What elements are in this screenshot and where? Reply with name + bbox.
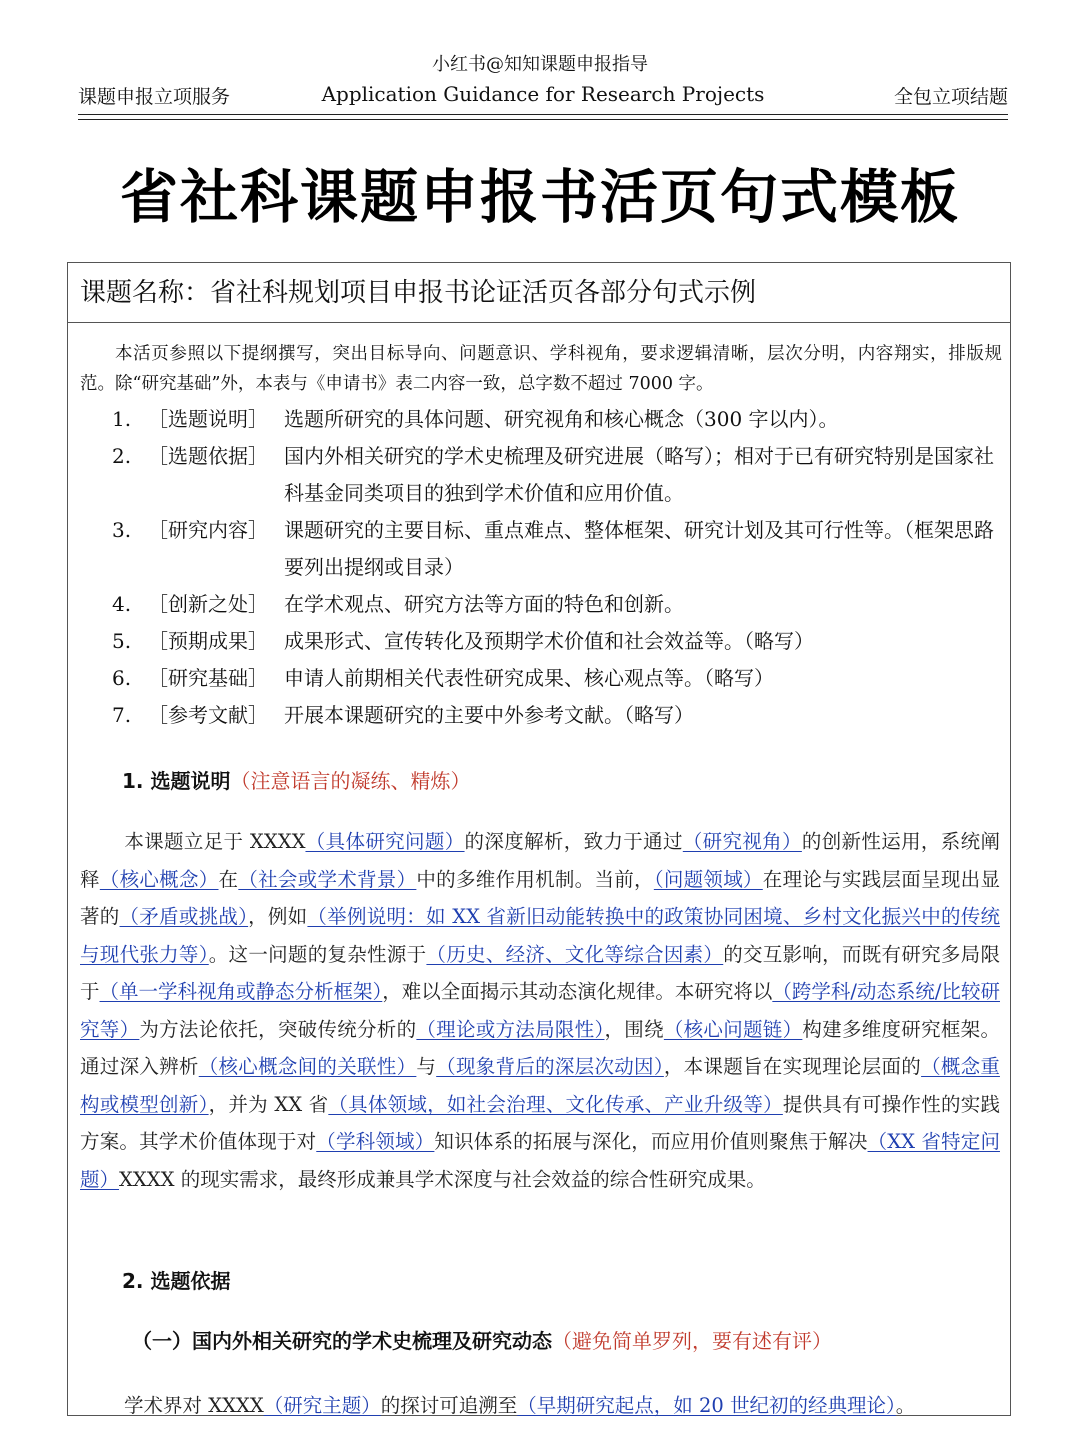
body-text: 的创新性运用，系统阐释 — [80, 830, 1000, 891]
outline-item-number: 1. — [112, 407, 132, 431]
body-text: 与 — [416, 1055, 437, 1078]
outline-item-tag: ［研究内容］ — [148, 518, 268, 542]
body-text: 提供具有可操作性的实践方案。其学术价值体现于对 — [80, 1092, 1000, 1153]
outline-item-number: 6. — [112, 666, 132, 690]
outline-item — [112, 401, 1002, 438]
placeholder-text: （XX 省特定问题） — [80, 1130, 1000, 1191]
body-text: 为方法论依托，突破传统分析的 — [139, 1017, 417, 1041]
body-text: 在 — [218, 867, 239, 891]
placeholder-text: （研究主题） — [263, 1394, 381, 1417]
placeholder-text: （具体领域，如社会治理、文化传承、产业升级等） — [328, 1092, 783, 1116]
body-text: 本课题立足于 XXXX — [124, 830, 306, 853]
placeholder-text: （核心问题链） — [663, 1017, 803, 1041]
placeholder-text: （概念重构或模型创新） — [80, 1055, 1000, 1116]
outline-item-tag: ［预期成果］ — [148, 629, 268, 653]
watermark-handle: 小红书@知知课题申报指导 — [432, 54, 648, 75]
header-rule-top — [78, 114, 1008, 115]
outline-item-description: 申请人前期相关代表性研究成果、核心观点等。（略写） — [284, 666, 774, 690]
outline-item-description: 课题研究的主要目标、重点难点、整体框架、研究计划及其可行性等。（框架思路要列出提纲或目录） — [284, 518, 994, 579]
body-text: ，例如 — [248, 905, 308, 928]
body-text: ，难以全面揭示其动态演化规律。本研究将以 — [382, 980, 773, 1003]
placeholder-text: （问题领域） — [653, 867, 763, 891]
outline-item-description: 在学术观点、研究方法等方面的特色和创新。 — [284, 592, 684, 616]
outline-list — [112, 401, 1002, 734]
outline-item-description: 选题所研究的具体问题、研究视角和核心概念（300 字以内）。 — [284, 407, 839, 431]
section1-heading — [122, 765, 470, 794]
body-text: 。这一问题的复杂性源于 — [208, 942, 427, 966]
outline-item-description: 国内外相关研究的学术史梳理及研究进展（略写）；相对于已有研究特别是国家社科基金同类项目的独到学术价值和应用价值。 — [284, 444, 994, 505]
page-title: 省社科课题申报书活页句式模板 — [119, 163, 960, 231]
outline-item-tag: ［选题依据］ — [148, 444, 268, 468]
section1-title: 1. 选题说明 — [122, 769, 231, 793]
outline-item — [112, 660, 1002, 697]
placeholder-text: （历史、经济、文化等综合因素） — [426, 942, 724, 966]
header-center-text: Application Guidance for Research Projects — [321, 82, 765, 106]
body-text: 。 — [895, 1394, 916, 1417]
placeholder-text: （社会或学术背景） — [238, 867, 417, 891]
section2-subheading-note: （避免简单罗列，要有述有评） — [552, 1329, 832, 1353]
body-text: 学术界对 XXXX — [124, 1394, 264, 1417]
placeholder-text: （学科领域） — [316, 1130, 435, 1153]
body-text: 知识体系的拓展与深化，而应用价值则聚焦于解决 — [434, 1130, 868, 1153]
outline-item — [112, 438, 1002, 512]
placeholder-text: （矛盾或挑战） — [119, 905, 249, 928]
body-text: ，围绕 — [604, 1017, 664, 1041]
header-left-text: 课题申报立项服务 — [78, 86, 231, 108]
placeholder-text: （核心概念） — [99, 867, 219, 891]
subject-title: 课题名称：省社科规划项目申报书论证活页各部分句式示例 — [68, 263, 1010, 323]
outline-item-tag: ［研究基础］ — [148, 666, 268, 690]
intro-text: 本活页参照以下提纲撰写，突出目标导向、问题意识、学科视角，要求逻辑清晰，层次分明，内容翔实，排版规范。除“研究基础”外，本表与《申请书》表二内容一致，总字数不超过 7000 字。 — [80, 344, 1002, 394]
outline-item — [112, 586, 1002, 623]
placeholder-text: （单一学科视角或静态分析框架） — [99, 980, 383, 1003]
body-text: ，并为 XX 省 — [208, 1092, 329, 1116]
header-rule-bottom — [78, 119, 1008, 120]
outline-item — [112, 512, 1002, 586]
body-text: 在理论与实践层面呈现出显著的 — [80, 867, 1000, 928]
outline-item-number: 3. — [112, 518, 132, 542]
section1-note: （注意语言的凝练、精炼） — [230, 769, 471, 793]
outline-item-tag: ［选题说明］ — [148, 407, 268, 431]
outline-item-tag: ［创新之处］ — [148, 592, 268, 616]
section2-paragraph — [80, 1387, 1000, 1425]
placeholder-text: （核心概念间的关联性） — [198, 1055, 417, 1078]
outline-item-description: 成果形式、宣传转化及预期学术价值和社会效益等。（略写） — [284, 629, 814, 653]
outline-item-tag: ［参考文献］ — [148, 703, 268, 727]
header-right-text: 全包立项结题 — [893, 86, 1008, 108]
outline-item-number: 2. — [112, 444, 132, 468]
placeholder-text: （理论或方法局限性） — [416, 1017, 605, 1041]
placeholder-text: （具体研究问题） — [305, 830, 465, 853]
body-text: 构建多维度研究框架。通过深入辨析 — [80, 1017, 1000, 1078]
outline-item — [112, 697, 1002, 734]
outline-item-number: 5. — [112, 629, 132, 653]
body-text: 的深度解析，致力于通过 — [464, 830, 683, 853]
outline-item-number: 4. — [112, 592, 132, 616]
body-text: 中的多维作用机制。当前， — [416, 867, 654, 891]
placeholder-text: （早期研究起点，如 20 世纪初的经典理论） — [517, 1394, 896, 1417]
section2-subheading — [132, 1325, 832, 1354]
body-text: 的探讨可追溯至 — [380, 1394, 518, 1417]
placeholder-text: （举例说明：如 XX 省新旧动能转换中的政策协同困境、乡村文化振兴中的传统与现代张力等） — [80, 905, 1000, 966]
placeholder-text: （现象背后的深层次动因） — [436, 1055, 664, 1078]
page-header — [78, 82, 1008, 108]
outline-item-description: 开展本课题研究的主要中外参考文献。（略写） — [284, 703, 694, 727]
section2-heading: 2. 选题依据 — [122, 1269, 231, 1293]
outline-item-number: 7. — [112, 703, 132, 727]
placeholder-text: （跨学科/动态系统/比较研究等） — [80, 980, 1000, 1041]
body-text: XXXX 的现实需求，最终形成兼具学术深度与社会效益的综合性研究成果。 — [119, 1167, 766, 1191]
placeholder-text: （研究视角） — [682, 830, 802, 853]
form-box — [67, 262, 1011, 1416]
outline-item — [112, 623, 1002, 660]
section2-subheading-title: （一）国内外相关研究的学术史梳理及研究动态 — [132, 1329, 552, 1353]
section1-paragraph — [80, 823, 1000, 1198]
body-text: 的交互影响，而既有研究多局限于 — [80, 942, 1000, 1003]
body-text: ，本课题旨在实现理论层面的 — [663, 1055, 922, 1078]
